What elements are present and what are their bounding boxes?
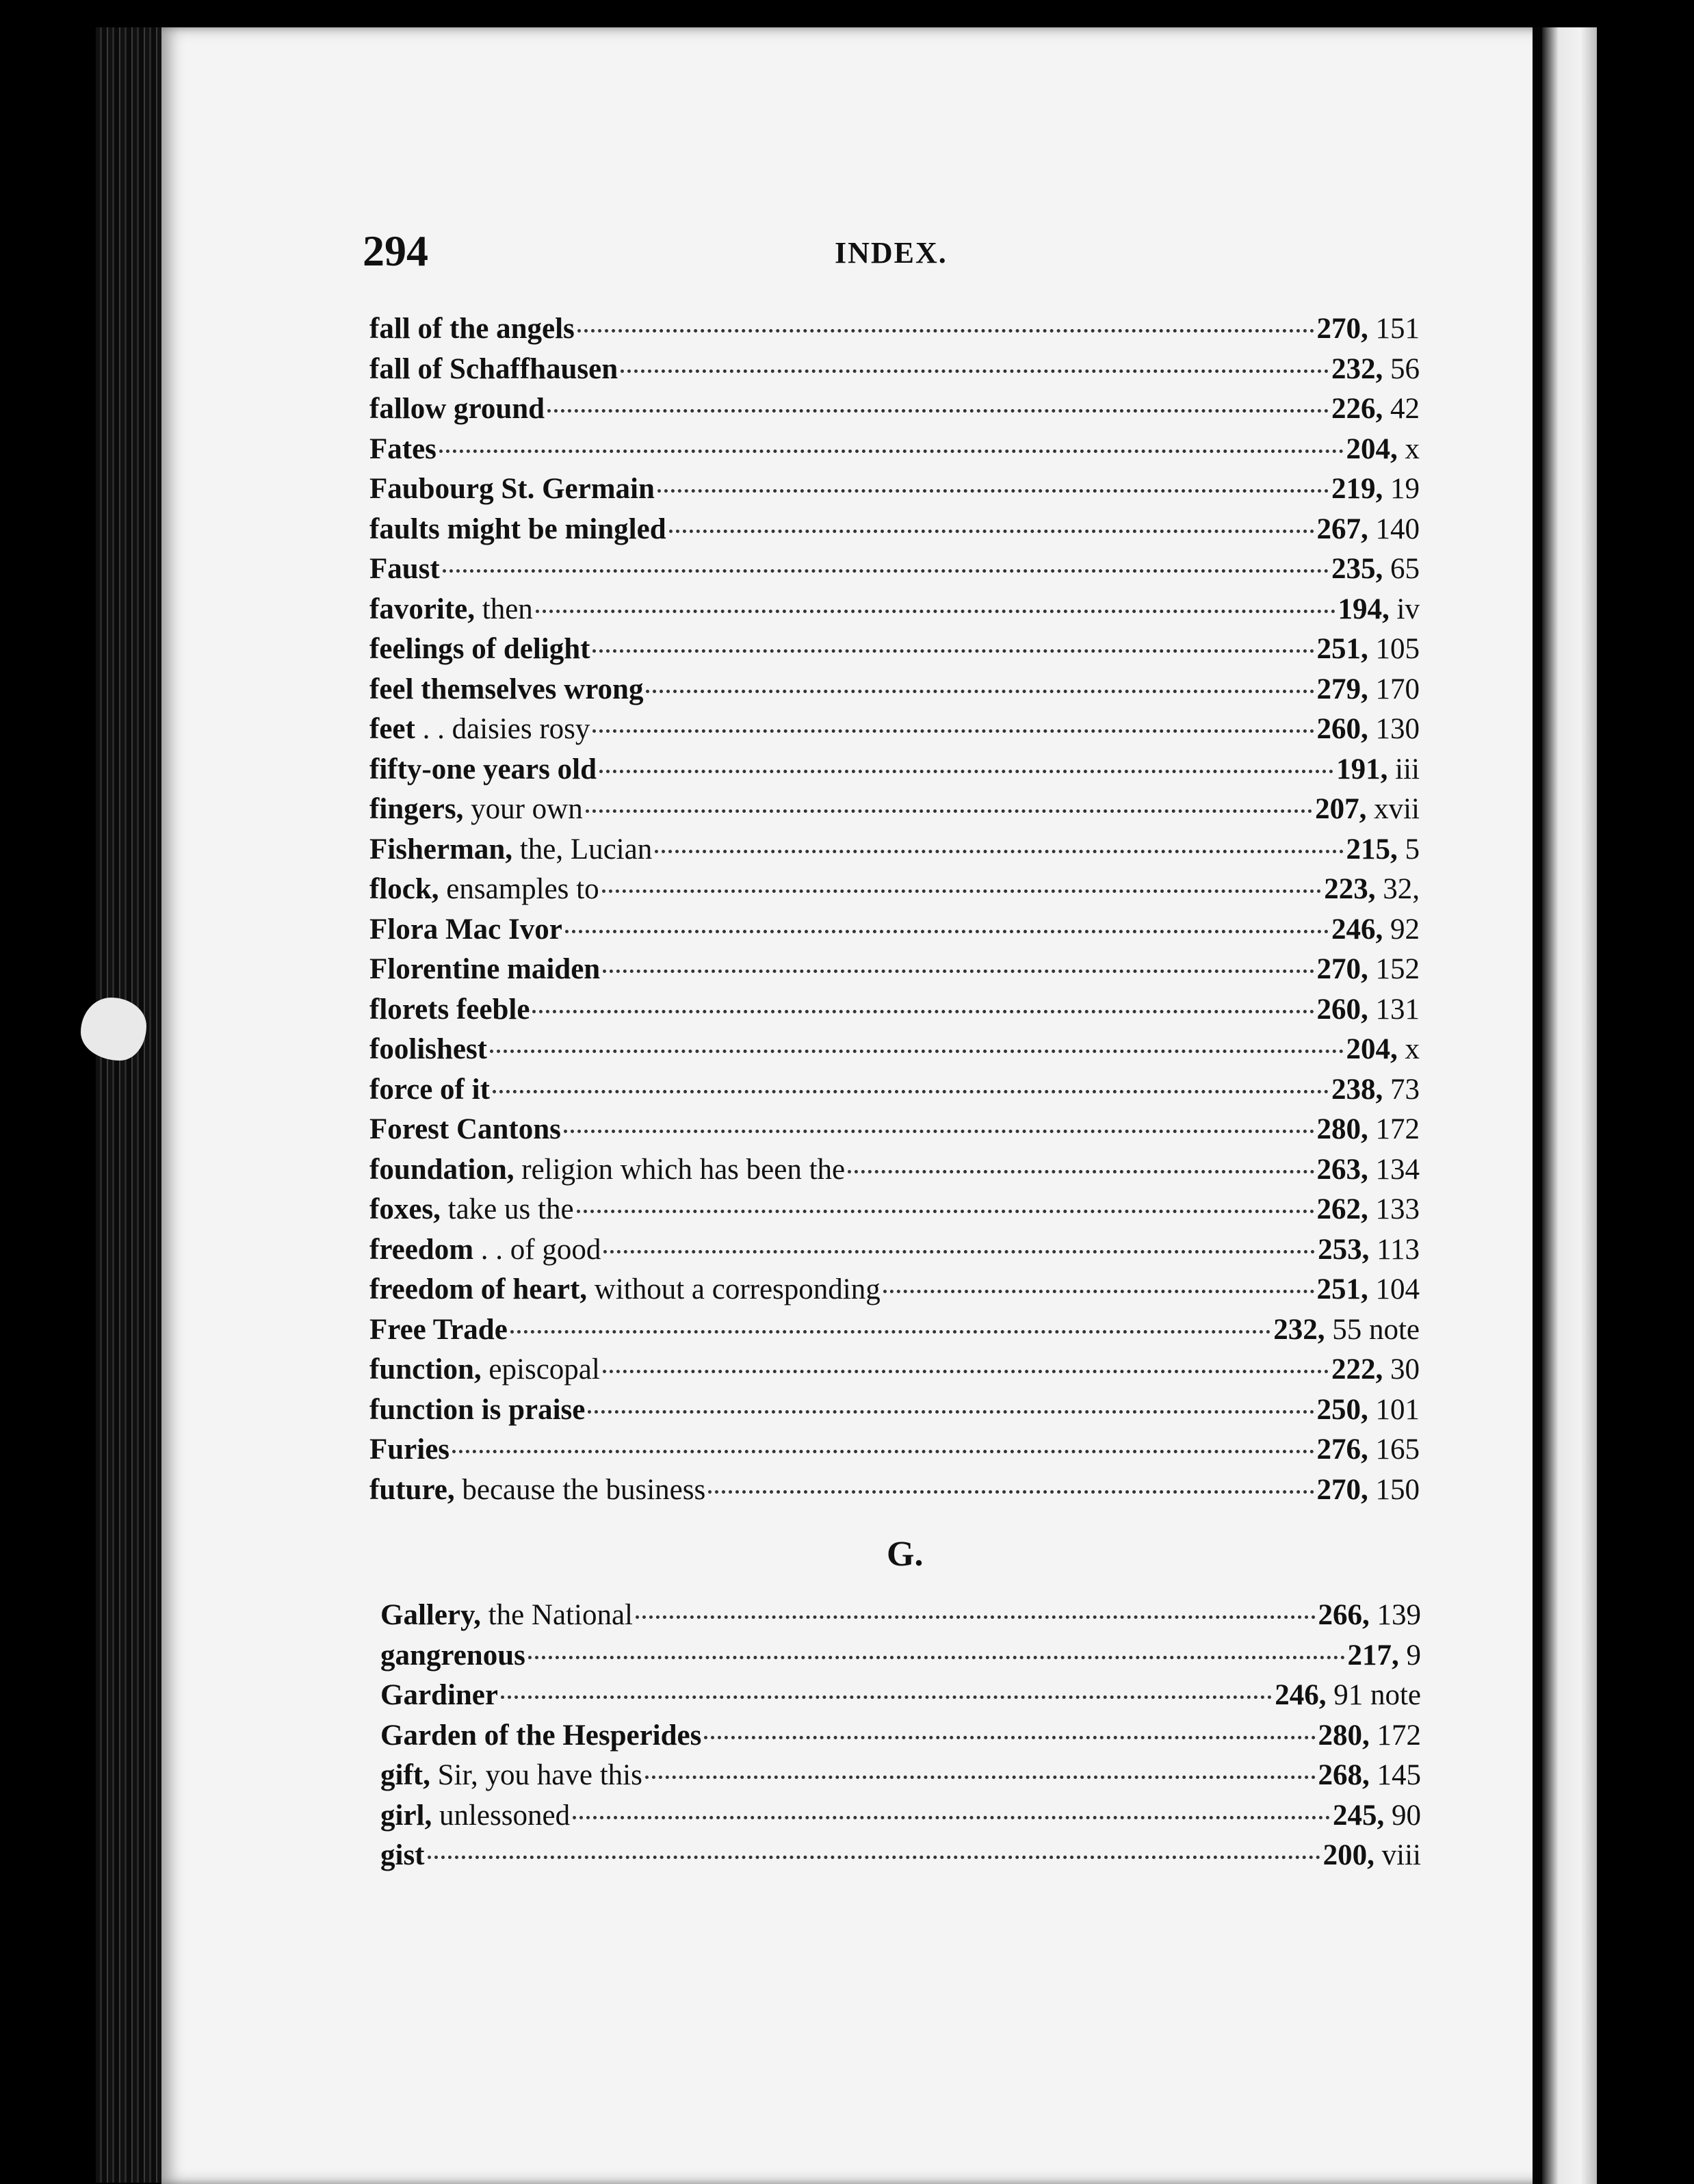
entry-term <box>369 750 597 790</box>
entry-page-ref <box>1331 389 1420 430</box>
entry-term-bold: fallow ground <box>369 393 545 425</box>
entry-term <box>369 1390 585 1431</box>
entry-term-bold: Faubourg St. Germain <box>369 473 655 505</box>
entry-page-ref <box>1318 1596 1422 1636</box>
entry-page-bold: 191, <box>1336 753 1388 785</box>
entry-term <box>369 430 436 470</box>
index-entry <box>369 590 1420 630</box>
entry-term <box>369 1350 600 1390</box>
entry-page-rest: 172 <box>1375 1113 1420 1145</box>
index-entry <box>369 1070 1420 1110</box>
entry-page-ref <box>1333 1796 1421 1836</box>
paper-blot <box>81 998 146 1061</box>
entry-term-bold: Flora Mac Ivor <box>369 913 562 946</box>
entry-term <box>369 1270 881 1310</box>
entry-page-bold: 215, <box>1346 833 1398 866</box>
index-entries-f <box>369 309 1420 1510</box>
dot-leader <box>532 1010 1314 1013</box>
entry-term-rest: the National <box>480 1599 633 1631</box>
entry-page-ref <box>1317 629 1420 670</box>
entry-page-rest: 65 <box>1390 553 1420 585</box>
dot-leader <box>536 610 1335 613</box>
dot-leader <box>645 1776 1316 1779</box>
entry-page-rest: 172 <box>1377 1719 1421 1752</box>
entry-page-rest: 32, <box>1383 873 1420 905</box>
entry-term-bold: fall of the angels <box>369 313 575 345</box>
index-entry <box>369 1430 1420 1470</box>
index-entry <box>369 1390 1420 1431</box>
entry-term <box>369 870 599 910</box>
entry-page-bold: 260, <box>1316 993 1368 1026</box>
entry-page-ref <box>1275 1676 1421 1716</box>
entry-page-ref <box>1317 1270 1420 1310</box>
index-entry <box>369 990 1420 1030</box>
entry-term-bold: feelings of delight <box>369 633 590 665</box>
entry-page-bold: 260, <box>1316 713 1368 745</box>
entry-term <box>369 309 575 350</box>
entry-page-rest: 91 note <box>1333 1679 1421 1711</box>
index-entry <box>380 1756 1421 1796</box>
index-entry <box>369 870 1420 910</box>
entry-term <box>380 1796 570 1836</box>
dot-leader <box>443 569 1329 573</box>
index-entry <box>380 1676 1421 1716</box>
entry-page-ref <box>1318 1756 1422 1796</box>
entry-term <box>369 1150 845 1191</box>
entry-page-rest: 42 <box>1390 393 1420 425</box>
entry-page-ref <box>1338 590 1420 630</box>
entry-page-ref <box>1317 950 1420 990</box>
entry-page-bold: 207, <box>1315 793 1367 825</box>
entry-page-rest: xvii <box>1374 793 1420 825</box>
entry-page-rest: 151 <box>1375 313 1420 345</box>
entry-page-ref <box>1317 309 1420 350</box>
entry-term-bold: function, <box>369 1353 482 1386</box>
dot-leader <box>573 1816 1330 1819</box>
entry-term <box>380 1676 498 1716</box>
dot-leader <box>621 369 1329 373</box>
entry-page-bold: 280, <box>1318 1719 1370 1752</box>
entry-page-bold: 223, <box>1324 873 1376 905</box>
entry-page-ref <box>1346 1030 1420 1070</box>
index-entry <box>380 1636 1421 1676</box>
entry-page-rest: 152 <box>1375 953 1420 985</box>
page-header <box>363 226 1416 281</box>
entry-term-bold: Fates <box>369 432 436 465</box>
entry-term-bold: gift, <box>380 1759 430 1791</box>
entry-page-rest: 150 <box>1375 1473 1420 1506</box>
entry-term-rest: ensamples to <box>439 873 599 905</box>
index-entry <box>369 510 1420 550</box>
entry-term <box>369 910 562 950</box>
dot-leader <box>848 1170 1314 1173</box>
entry-term-rest: episcopal <box>481 1353 600 1386</box>
dot-leader <box>603 970 1314 973</box>
entry-page-rest: 92 <box>1390 913 1420 946</box>
entry-page-bold: 251, <box>1316 1273 1368 1305</box>
dot-leader <box>564 1130 1314 1133</box>
entry-page-ref <box>1318 1716 1422 1756</box>
index-entry <box>369 910 1420 950</box>
entry-term <box>369 950 600 990</box>
dot-leader <box>592 649 1314 653</box>
entry-page-ref <box>1317 1470 1420 1511</box>
dot-leader <box>603 1370 1329 1373</box>
entry-page-bold: 238, <box>1331 1073 1383 1106</box>
entry-term-bold: feet <box>369 713 415 745</box>
index-entry <box>369 469 1420 510</box>
entry-term <box>369 1110 561 1150</box>
entry-page-ref <box>1331 549 1420 590</box>
entry-page-rest: 9 <box>1406 1639 1421 1672</box>
entry-page-bold: 268, <box>1318 1759 1370 1791</box>
index-entry <box>369 549 1420 590</box>
entry-page-ref <box>1331 910 1420 950</box>
index-entry <box>369 1190 1420 1230</box>
index-entry <box>369 629 1420 670</box>
entry-term <box>380 1716 701 1756</box>
dot-leader <box>592 729 1314 733</box>
entry-page-bold: 251, <box>1316 633 1368 665</box>
entry-term-bold: flock, <box>369 873 439 905</box>
entry-page-ref <box>1317 670 1420 710</box>
entry-term-bold: Furies <box>369 1433 450 1466</box>
index-entry <box>369 710 1420 750</box>
dot-leader <box>547 409 1329 413</box>
dot-leader <box>510 1330 1270 1334</box>
entry-term-bold: Faust <box>369 553 440 585</box>
dot-leader <box>599 770 1333 773</box>
entry-term <box>369 710 590 750</box>
index-entry <box>369 750 1420 790</box>
entry-page-rest: 139 <box>1377 1599 1421 1631</box>
dot-leader <box>565 930 1329 933</box>
entry-term <box>369 1470 705 1511</box>
entry-page-bold: 217, <box>1347 1639 1399 1672</box>
dot-leader <box>669 530 1314 533</box>
entry-page-bold: 200, <box>1322 1839 1374 1871</box>
entry-term-rest: because the business <box>454 1473 706 1506</box>
entry-term-rest: Sir, you have this <box>430 1759 642 1791</box>
dot-leader <box>657 489 1329 493</box>
entry-term-bold: Gallery, <box>380 1599 481 1631</box>
entry-page-bold: 204, <box>1346 432 1398 465</box>
entry-term-bold: favorite, <box>369 593 475 625</box>
entry-term-bold: gist <box>380 1839 425 1871</box>
entry-page-bold: 245, <box>1333 1799 1385 1832</box>
entry-term <box>369 990 530 1030</box>
entry-page-bold: 226, <box>1331 393 1383 425</box>
entry-page-bold: 279, <box>1316 673 1368 705</box>
index-entry <box>369 950 1420 990</box>
entry-page-bold: 246, <box>1331 913 1383 946</box>
dot-leader <box>602 889 1322 893</box>
entry-page-bold: 232, <box>1273 1313 1325 1346</box>
dot-leader <box>452 1450 1314 1453</box>
entry-page-ref <box>1331 1070 1420 1110</box>
entry-page-bold: 232, <box>1331 352 1383 385</box>
dot-leader <box>636 1615 1316 1619</box>
entry-term-bold: Fisherman, <box>369 833 513 866</box>
dot-leader <box>704 1736 1315 1739</box>
entry-term-bold: florets feeble <box>369 993 530 1026</box>
entry-page-ref <box>1317 1190 1420 1230</box>
entry-term <box>369 1070 490 1110</box>
entry-term-rest: the, Lucian <box>512 833 653 866</box>
entry-page-ref <box>1331 1350 1420 1390</box>
dot-leader <box>501 1695 1272 1699</box>
entry-term-rest: take us the <box>440 1193 574 1225</box>
entry-page-rest: 5 <box>1405 833 1420 866</box>
dot-leader <box>708 1490 1314 1494</box>
entry-page-bold: 263, <box>1316 1153 1368 1186</box>
entry-page-rest: 170 <box>1375 673 1420 705</box>
entry-page-rest: 56 <box>1390 352 1420 385</box>
index-entry <box>369 1030 1420 1070</box>
entry-page-bold: 253, <box>1318 1233 1370 1266</box>
dot-leader <box>490 1050 1344 1053</box>
entry-term <box>369 1230 601 1271</box>
entry-term-bold: foolishest <box>369 1033 487 1065</box>
entry-page-bold: 235, <box>1331 553 1383 585</box>
entry-page-rest: 101 <box>1375 1393 1420 1426</box>
entry-term <box>369 790 583 830</box>
index-entry <box>369 1350 1420 1390</box>
section-heading-g: G. <box>887 1535 924 1574</box>
entry-page-rest: 165 <box>1375 1433 1420 1466</box>
entry-page-rest: 140 <box>1375 512 1420 545</box>
index-entries-g <box>380 1596 1421 1876</box>
entry-page-bold: 194, <box>1338 593 1390 625</box>
dot-leader <box>577 329 1314 333</box>
entry-term <box>369 1310 508 1351</box>
entry-term <box>380 1596 633 1636</box>
entry-page-ref <box>1348 1636 1422 1676</box>
entry-term-bold: foundation, <box>369 1153 514 1186</box>
entry-term <box>369 389 545 430</box>
entry-term <box>369 629 590 670</box>
entry-term-rest: religion which has been the <box>514 1153 846 1186</box>
book-spine <box>96 27 164 2183</box>
entry-term-bold: freedom <box>369 1233 474 1266</box>
entry-page-ref <box>1318 1230 1420 1271</box>
dot-leader <box>883 1290 1314 1293</box>
entry-term <box>380 1756 642 1796</box>
index-entry <box>369 309 1420 350</box>
entry-page-bold: 280, <box>1316 1113 1368 1145</box>
index-entry <box>369 1270 1420 1310</box>
entry-term <box>369 670 643 710</box>
index-entry <box>369 430 1420 470</box>
entry-term-bold: fall of Schaffhausen <box>369 352 618 385</box>
entry-term <box>369 469 655 510</box>
entry-page-bold: 219, <box>1331 473 1383 505</box>
index-entry <box>380 1796 1421 1836</box>
dot-leader <box>428 1856 1320 1859</box>
entry-page-rest: 113 <box>1377 1233 1420 1266</box>
entry-term-bold: faults might be mingled <box>369 512 666 545</box>
entry-term-bold: function is praise <box>369 1393 586 1426</box>
entry-term-rest: . . of good <box>473 1233 601 1266</box>
entry-page-bold: 266, <box>1318 1599 1370 1631</box>
entry-page-ref <box>1273 1310 1420 1351</box>
dot-leader <box>646 690 1314 693</box>
index-entry <box>380 1716 1421 1756</box>
dot-leader <box>603 1250 1315 1253</box>
entry-page-rest: x <box>1405 432 1420 465</box>
entry-page-bold: 204, <box>1346 1033 1398 1065</box>
entry-page-ref <box>1336 750 1420 790</box>
entry-page-rest: 145 <box>1377 1759 1421 1791</box>
entry-term-bold: future, <box>369 1473 455 1506</box>
index-entry <box>369 670 1420 710</box>
entry-page-ref <box>1317 510 1420 550</box>
entry-term-bold: freedom of heart, <box>369 1273 588 1305</box>
entry-page-rest: 90 <box>1392 1799 1421 1832</box>
entry-term-bold: Gardiner <box>380 1679 498 1711</box>
entry-page-ref <box>1346 430 1420 470</box>
entry-page-ref <box>1324 870 1420 910</box>
index-entry <box>369 1150 1420 1191</box>
entry-page-bold: 270, <box>1316 953 1368 985</box>
entry-page-rest: x <box>1405 1033 1420 1065</box>
entry-term-bold: fingers, <box>369 793 464 825</box>
entry-term <box>369 510 666 550</box>
entry-page-rest: 131 <box>1375 993 1420 1026</box>
entry-term <box>380 1636 525 1676</box>
page-number: 294 <box>363 226 428 275</box>
entry-term-rest: then <box>475 593 533 625</box>
index-entry <box>369 1310 1420 1351</box>
entry-term-rest: unlessoned <box>432 1799 571 1832</box>
entry-term-bold: fifty-one years old <box>369 753 597 785</box>
entry-term <box>369 350 618 390</box>
entry-page-ref <box>1317 1150 1420 1191</box>
entry-term-rest: . . daisies rosy <box>415 713 590 745</box>
entry-term <box>380 1836 425 1876</box>
entry-page-bold: 250, <box>1316 1393 1368 1426</box>
entry-term-bold: girl, <box>380 1799 432 1832</box>
dot-leader <box>588 1410 1314 1414</box>
entry-term-bold: Garden of the Hesperides <box>380 1719 702 1752</box>
index-entry <box>369 1230 1420 1271</box>
running-head: INDEX. <box>835 236 948 270</box>
entry-page-rest: 134 <box>1375 1153 1420 1186</box>
entry-term-bold: Free Trade <box>369 1313 508 1346</box>
dot-leader <box>439 450 1344 453</box>
dot-leader <box>586 809 1312 813</box>
entry-page-rest: 130 <box>1375 713 1420 745</box>
entry-page-rest: iii <box>1395 753 1420 785</box>
entry-page-rest: iv <box>1396 593 1420 625</box>
entry-term <box>369 1430 449 1470</box>
entry-page-ref <box>1331 350 1420 390</box>
entry-page-rest: 105 <box>1375 633 1420 665</box>
entry-page-ref <box>1317 1110 1420 1150</box>
index-entry <box>369 1110 1420 1150</box>
dot-leader <box>655 850 1343 853</box>
dot-leader <box>528 1656 1345 1659</box>
entry-page-bold: 276, <box>1316 1433 1368 1466</box>
index-entry <box>369 389 1420 430</box>
entry-page-rest: 73 <box>1390 1073 1420 1106</box>
entry-term <box>369 830 652 870</box>
entry-term-bold: Florentine maiden <box>369 953 601 985</box>
index-entry <box>369 1470 1420 1511</box>
index-entry <box>369 790 1420 830</box>
entry-term-bold: Forest Cantons <box>369 1113 561 1145</box>
entry-page-bold: 246, <box>1275 1679 1327 1711</box>
entry-page-bold: 267, <box>1316 512 1368 545</box>
entry-page-ref <box>1315 790 1420 830</box>
entry-term-bold: force of it <box>369 1073 490 1106</box>
entry-term-bold: foxes, <box>369 1193 441 1225</box>
entry-term-bold: gangrenous <box>380 1639 525 1672</box>
facing-page-edge <box>1542 27 1597 2184</box>
entry-page-rest: 19 <box>1390 473 1420 505</box>
dot-leader <box>493 1090 1329 1093</box>
index-entry <box>380 1836 1421 1876</box>
index-entry <box>369 350 1420 390</box>
page-fold-shadow <box>1533 27 1542 2184</box>
entry-term-bold: feel themselves wrong <box>369 673 644 705</box>
entry-page-ref <box>1317 990 1420 1030</box>
entry-page-rest: 55 note <box>1332 1313 1420 1346</box>
entry-term <box>369 1190 574 1230</box>
entry-page-ref <box>1331 469 1420 510</box>
dot-leader <box>577 1210 1314 1213</box>
entry-page-rest: 30 <box>1390 1353 1420 1386</box>
index-entry <box>369 830 1420 870</box>
entry-term <box>369 590 533 630</box>
entry-page-rest: 133 <box>1375 1193 1420 1225</box>
entry-term <box>369 549 440 590</box>
entry-page-rest: viii <box>1381 1839 1421 1871</box>
entry-page-ref <box>1323 1836 1421 1876</box>
entry-page-ref <box>1317 1430 1420 1470</box>
entry-page-bold: 270, <box>1316 313 1368 345</box>
entry-page-bold: 262, <box>1316 1193 1368 1225</box>
entry-page-ref <box>1317 710 1420 750</box>
entry-page-bold: 222, <box>1331 1353 1383 1386</box>
index-entry <box>380 1596 1421 1636</box>
entry-page-ref <box>1346 830 1420 870</box>
entry-page-ref <box>1317 1390 1420 1431</box>
entry-page-rest: 104 <box>1375 1273 1420 1305</box>
entry-term-rest: your own <box>463 793 583 825</box>
entry-term-rest: without a corresponding <box>587 1273 881 1305</box>
entry-term <box>369 1030 487 1070</box>
entry-page-bold: 270, <box>1316 1473 1368 1506</box>
